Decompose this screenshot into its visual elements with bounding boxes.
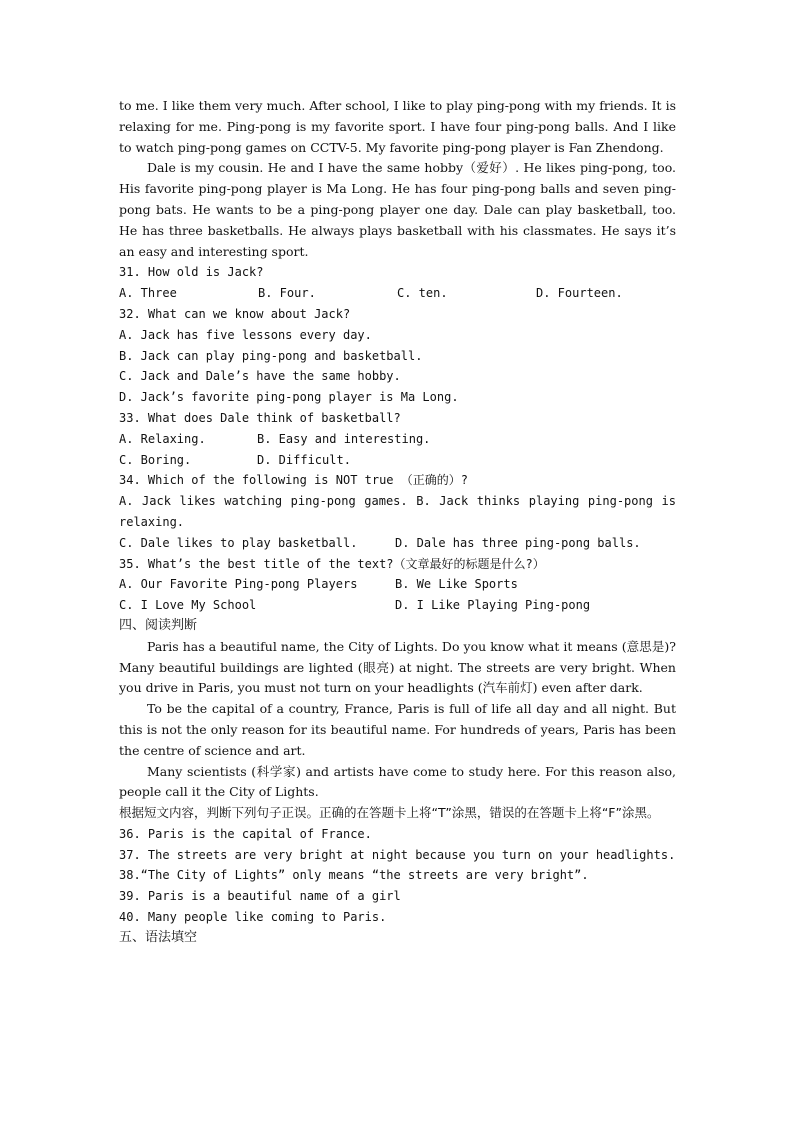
question-33-option-b: B. Easy and interesting. <box>257 431 431 446</box>
question-35-options-row-1 <box>119 574 676 595</box>
passage1-paragraph-2: Dale is my cousin. He and I have the same hobby（爱好）. He likes ping-pong, too. His favorite ping-pong player is Ma Long. He has four ping-pong balls and seven ping-pong bats. He wants to be a ping-pong player one day. Dale can play basketball, too. He has three basketballs. He always plays basketball with his classmates. He says it’s an easy and interesting sport. <box>119 160 676 259</box>
statement-36: 36. Paris is the capital of France. <box>119 826 372 841</box>
question-32-option-d: D. Jack’s favorite ping-pong player is Ma Long. <box>119 390 459 405</box>
question-32-option-a: A. Jack has five lessons every day. <box>119 327 372 342</box>
passage1-paragraph-1: to me. I like them very much. After school, I like to play ping-pong with my friends. It is relaxing for me. Ping-pong is my favorite sport. I have four ping-pong balls. And I like to watch ping-pong games on CCTV-5. My favorite ping-pong player is Fan Zhendong. <box>119 98 676 155</box>
question-31-option-d: D. Fourteen. <box>536 286 623 301</box>
question-34-option-a: A. Jack likes watching ping-pong games. <box>119 494 408 509</box>
question-34-options-ab <box>119 491 676 533</box>
question-34-options-cd <box>119 533 676 554</box>
question-33-options-row-2 <box>119 450 676 471</box>
question-32-option-b: B. Jack can play ping-pong and basketball. <box>119 348 423 363</box>
section-4-instruction: 根据短文内容，判断下列句子正误。正确的在答题卡上将“T”涂黑，错误的在答题卡上将“F”涂黑。 <box>119 805 660 821</box>
question-35-option-c: C. I Love My School <box>119 598 257 613</box>
question-34-option-b: B. Jack thinks playing ping-pong is relaxing. <box>119 494 676 529</box>
question-33-option-c: C. Boring. <box>119 452 192 467</box>
question-33-stem: 33. What does Dale think of basketball? <box>119 410 401 425</box>
statement-37: 37. The streets are very bright at night because you turn on your headlights. <box>119 847 676 862</box>
question-34-stem: 34. Which of the following is NOT true （正确的）? <box>119 473 468 488</box>
document-page <box>119 96 676 949</box>
question-34-option-d: D. Dale has three ping-pong balls. <box>395 535 641 550</box>
statement-39: 39. Paris is a beautiful name of a girl <box>119 889 401 904</box>
section-5-heading: 五、语法填空 <box>119 929 198 945</box>
question-32-option-c: C. Jack and Dale’s have the same hobby. <box>119 369 401 384</box>
question-35-stem: 35. What’s the best title of the text?（文章最好的标题是什么?） <box>119 556 545 571</box>
question-32-stem: 32. What can we know about Jack? <box>119 306 351 321</box>
question-31-option-b: B. Four. <box>258 286 316 301</box>
question-35-options-row-2 <box>119 595 676 616</box>
question-33-options-row-1 <box>119 429 676 450</box>
question-35-option-b: B. We Like Sports <box>395 577 518 592</box>
question-31-stem: 31. How old is Jack? <box>119 265 264 280</box>
question-31-option-c: C. ten. <box>397 286 448 301</box>
statement-40: 40. Many people like coming to Paris. <box>119 910 387 925</box>
question-31-options <box>119 283 676 304</box>
question-35-option-d: D. I Like Playing Ping-pong <box>395 598 591 613</box>
question-33-option-a: A. Relaxing. <box>119 431 206 446</box>
statement-38: 38.“The City of Lights” only means “the streets are very bright”. <box>119 868 589 883</box>
section-4-paragraph-1: Paris has a beautiful name, the City of Lights. Do you know what it means (意思是)? Many beautiful buildings are lighted (眼亮) at night. The streets are very bright. When you drive in Paris, you must not turn on your headlights (汽车前灯) even after dark. <box>119 638 676 696</box>
section-4-paragraph-2: To be the capital of a country, France, Paris is full of life all day and all night. But this is not the only reason for its beautiful name. For hundreds of years, Paris has been the centre of science and art. <box>119 701 676 758</box>
section-4-paragraph-3: Many scientists (科学家) and artists have come to study here. For this reason also, people call it the City of Lights. <box>119 763 676 800</box>
question-33-option-d: D. Difficult. <box>257 452 351 467</box>
question-31-option-a: A. Three <box>119 286 177 301</box>
question-34-option-c: C. Dale likes to play basketball. <box>119 535 358 550</box>
question-35-option-a: A. Our Favorite Ping-pong Players <box>119 577 358 592</box>
section-4-heading: 四、阅读判断 <box>119 617 198 633</box>
